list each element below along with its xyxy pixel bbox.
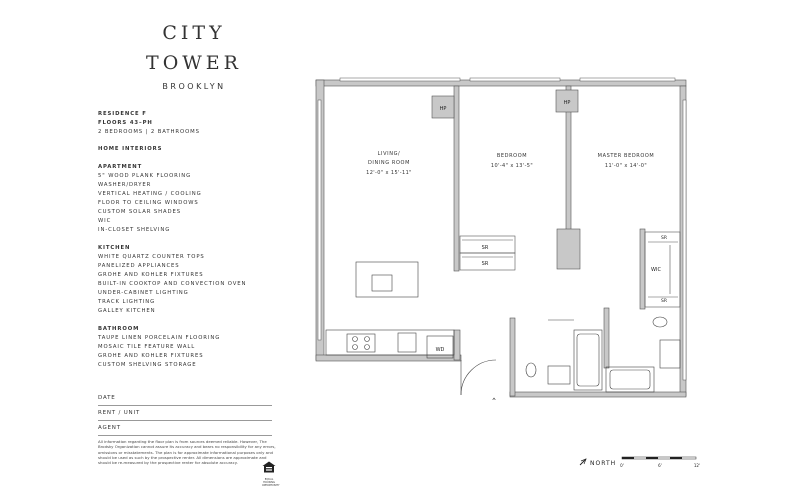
- living-room-name: LIVING/: [377, 151, 401, 157]
- wic-wall: [640, 229, 645, 309]
- bathroom-item: GROHE AND KOHLER FIXTURES: [98, 353, 204, 359]
- apartment-item: CUSTOM SOLAR SHADES: [98, 209, 182, 215]
- apartment-item: IN-CLOSET SHELVING: [98, 227, 171, 233]
- bathroom-item: CUSTOM SHELVING STORAGE: [98, 362, 197, 368]
- kitchen-item: PANELIZED APPLIANCES: [98, 263, 180, 269]
- sr-label: SR: [661, 299, 667, 304]
- apartment-item: FLOOR TO CEILING WINDOWS: [98, 200, 199, 206]
- column: [557, 229, 580, 269]
- sr-label: SR: [481, 245, 489, 251]
- bathroom-item: MOSAIC TILE FEATURE WALL: [98, 344, 196, 350]
- entry-arrow-icon: [490, 398, 498, 400]
- bedroom-dims: 10'-4" x 13'-5": [490, 163, 534, 169]
- window-west: [318, 100, 321, 340]
- kitchen-sink: [372, 275, 392, 291]
- agent-field[interactable]: AGENT: [98, 425, 272, 436]
- kitchen-heading: KITCHEN: [98, 245, 131, 251]
- rent-field[interactable]: RENT / UNIT: [98, 410, 272, 421]
- residence-bedbath: 2 BEDROOMS | 2 BATHROOMS: [98, 129, 200, 135]
- scale-tick: 0': [620, 463, 624, 468]
- entry-door: [461, 360, 496, 395]
- cooktop: [347, 334, 375, 352]
- living-room-dims: 12'-0" x 15'-11": [366, 170, 412, 176]
- apartment-item: VERTICAL HEATING / COOLING: [98, 191, 202, 197]
- apartment-item: 5" WOOD PLANK FLOORING: [98, 173, 192, 179]
- vanity-1: [548, 366, 570, 384]
- equal-housing-logo: [262, 458, 280, 487]
- bathtub-2: [606, 367, 654, 392]
- wic-label: WIC: [651, 267, 661, 273]
- equal-housing-icon: [262, 461, 276, 473]
- residence-floors: FLOORS 43–PH: [98, 120, 153, 126]
- equal-housing-label: EQUAL HOUSING OPPORTUNITY: [262, 478, 280, 487]
- kitchen-item: GROHE AND KOHLER FIXTURES: [98, 272, 204, 278]
- north-scale: [575, 452, 700, 472]
- hp-label: HP: [563, 100, 571, 106]
- toilet-1: [526, 363, 536, 377]
- sr-label: SR: [481, 261, 489, 267]
- kitchen-item: WHITE QUARTZ COUNTER TOPS: [98, 254, 205, 260]
- partition-living-bedroom: [454, 86, 459, 271]
- bathroom-item: TAUPE LINEN PORCELAIN FLOORING: [98, 335, 221, 341]
- date-field[interactable]: DATE: [98, 395, 272, 406]
- master-bedroom-name: MASTER BEDROOM: [597, 153, 655, 159]
- north-label: NORTH: [590, 460, 617, 467]
- apartment-item: WIC: [98, 218, 112, 224]
- brand-tower: TOWER: [146, 52, 242, 74]
- toilet-2: [653, 317, 667, 327]
- south-wall-east: [510, 392, 686, 397]
- floor-plan: [300, 70, 700, 400]
- scale-bar: [622, 457, 696, 459]
- sr-label: SR: [661, 236, 667, 241]
- scale-tick: 12': [693, 463, 700, 468]
- kitchen-item: TRACK LIGHTING: [98, 299, 156, 305]
- home-interiors-heading: HOME INTERIORS: [98, 146, 163, 152]
- apartment-item: WASHER/DRYER: [98, 182, 152, 188]
- bathtub-1: [574, 330, 602, 390]
- bath-wall-west: [510, 318, 515, 396]
- wd-label: WD: [435, 347, 445, 353]
- wd-closet-wall: [454, 330, 460, 360]
- kitchen-island: [356, 262, 418, 297]
- bathroom-heading: BATHROOM: [98, 326, 140, 332]
- kitchen-item: UNDER-CABINET LIGHTING: [98, 290, 189, 296]
- living-room-name2: DINING ROOM: [367, 160, 411, 166]
- window-east: [683, 100, 686, 380]
- brand-location: BROOKLYN: [162, 82, 226, 91]
- apartment-heading: APARTMENT: [98, 164, 143, 170]
- bath-divider: [604, 308, 609, 368]
- kitchen-item: GALLEY KITCHEN: [98, 308, 156, 314]
- bedroom-name: BEDROOM: [496, 153, 528, 159]
- disclaimer-text: All information regarding the floor plan is from sources deemed reliable. However, The Brodsky Organization cannot assure its accuracy and bears no responsibility for any errors, omissions or misstatements. The plan is for approximate informational purposes only and should be used as such by the prospective renter. All dimensions are approximate and should be re-measured by the prospective renter for absolute accuracy.: [98, 439, 276, 466]
- window-north-2: [470, 78, 560, 81]
- hp-label: HP: [439, 106, 447, 112]
- scale-tick: 6': [658, 463, 662, 468]
- residence-name: RESIDENCE F: [98, 111, 147, 117]
- master-bedroom-dims: 11'-0" x 14'-0": [604, 163, 648, 169]
- window-north-3: [580, 78, 675, 81]
- brand-city: CITY: [162, 22, 226, 44]
- refrigerator: [398, 333, 416, 352]
- window-north-1: [340, 78, 460, 81]
- vanity-2: [660, 340, 680, 368]
- kitchen-item: BUILT-IN COOKTOP AND CONVECTION OVEN: [98, 281, 247, 287]
